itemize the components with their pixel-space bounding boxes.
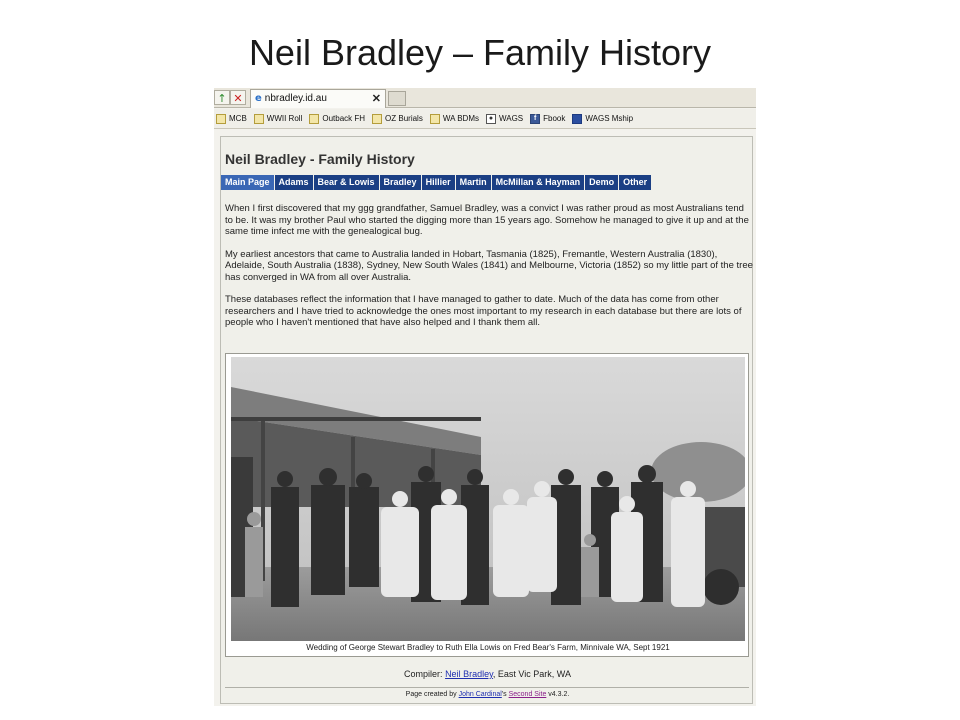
favorite-link[interactable] (572, 114, 633, 124)
forward-arrow-icon[interactable]: ↑ (214, 90, 230, 105)
browser-tab[interactable] (250, 89, 386, 108)
compiler-suffix: , East Vic Park, WA (492, 669, 571, 679)
ie-page-icon: e (255, 93, 262, 104)
menu-item-bear-lowis[interactable]: Bear & Lowis (314, 175, 379, 190)
intro-paragraph: These databases reflect the information that I have managed to gather to date. Much of the data has come from other researchers and I have tried to acknowledge the ones most important to my research in each database but there are lots of people who I haven't mentioned that have also helped and I thank them all. (225, 294, 742, 328)
photo-caption: Wedding of George Stewart Bradley to Ruth Ella Lowis on Fred Bear's Farm, Minnivale WA, Sept 1921 (306, 643, 670, 652)
favorite-link[interactable] (430, 114, 479, 124)
wedding-photo[interactable] (231, 357, 745, 641)
intro-paragraph: My earliest ancestors that came to Australia landed in Hobart, Tasmania (1825), Fremantle, Western Australia (1830), Adelaide, South Australia (1838), Sydney, New South Wales (1841) and Melbourne, Victoria (1852) so my little part of the tree has converged in WA from all over Australia. (225, 248, 753, 283)
stop-icon[interactable]: ✕ (230, 90, 246, 105)
menu-item-martin[interactable]: Martin (456, 175, 491, 190)
favorite-link[interactable] (530, 114, 565, 124)
favorite-label: WAGS (498, 114, 524, 123)
favorite-link[interactable] (216, 114, 247, 124)
footer-divider (225, 687, 749, 688)
menu-item-other[interactable]: Other (619, 175, 651, 190)
favorite-label: OZ Burials (385, 114, 423, 123)
favorites-bar (214, 109, 756, 129)
menu-item-bradley[interactable]: Bradley (380, 175, 421, 190)
author-link[interactable]: John Cardinal (458, 691, 502, 698)
compiler-prefix: Compiler: (404, 669, 446, 679)
drop-icon: ● (486, 114, 496, 124)
favorite-label: Outback FH (322, 114, 366, 123)
slide-title: Neil Bradley – Family History (248, 32, 712, 73)
footer-possessive: 's (501, 691, 509, 698)
page-icon (430, 114, 440, 124)
favorite-label: WA BDMs (442, 114, 479, 123)
favorite-label: WWII Roll (266, 114, 303, 123)
favorite-link[interactable] (372, 114, 423, 124)
compiler-name-link[interactable]: Neil Bradley (445, 669, 493, 679)
wags-icon (572, 114, 582, 124)
second-site-link[interactable]: Second Site (508, 691, 547, 698)
menu-item-hillier[interactable]: Hillier (422, 175, 455, 190)
site-title: Neil Bradley - Family History (225, 151, 415, 167)
page-icon (216, 114, 226, 124)
favorite-link[interactable] (254, 114, 303, 124)
page-icon (254, 114, 264, 124)
photo-frame (225, 353, 749, 657)
close-tab-icon[interactable]: ✕ (371, 93, 381, 105)
footer-version: v4.3.2. (546, 691, 570, 698)
page-footer (221, 691, 754, 698)
main-menu (221, 175, 652, 190)
browser-tab-bar (214, 88, 756, 108)
intro-paragraph: When I first discovered that my ggg grandfather, Samuel Bradley, was a convict I was rather proud as most Australians tend to be. It was my brother Paul who started the digging more than 15 years ago. Somehow he managed to give it up and at the same time infect me with the genealogical bug. (225, 203, 749, 237)
footer-prefix: Page created by (405, 691, 459, 698)
facebook-icon: f (530, 114, 540, 124)
favorite-link[interactable] (309, 114, 365, 124)
favorite-link[interactable] (486, 114, 523, 124)
menu-item-main-page[interactable]: Main Page (221, 175, 274, 190)
menu-item-mcmillan-hayman[interactable]: McMillan & Hayman (492, 175, 585, 190)
favorite-label: WAGS Mship (585, 114, 634, 123)
compiler-line (221, 669, 754, 679)
new-tab-button[interactable] (388, 91, 406, 106)
page-icon (309, 114, 319, 124)
page-icon (372, 114, 382, 124)
menu-item-demo[interactable]: Demo (585, 175, 618, 190)
favorite-label: Fbook (543, 114, 566, 123)
wedding-photo-image (231, 357, 745, 641)
menu-item-adams[interactable]: Adams (275, 175, 313, 190)
browser-screenshot (214, 88, 756, 706)
tab-title: nbradley.id.au (264, 93, 327, 104)
favorite-label: MCB (229, 114, 247, 123)
intro-text (225, 203, 753, 340)
web-page (220, 136, 753, 704)
